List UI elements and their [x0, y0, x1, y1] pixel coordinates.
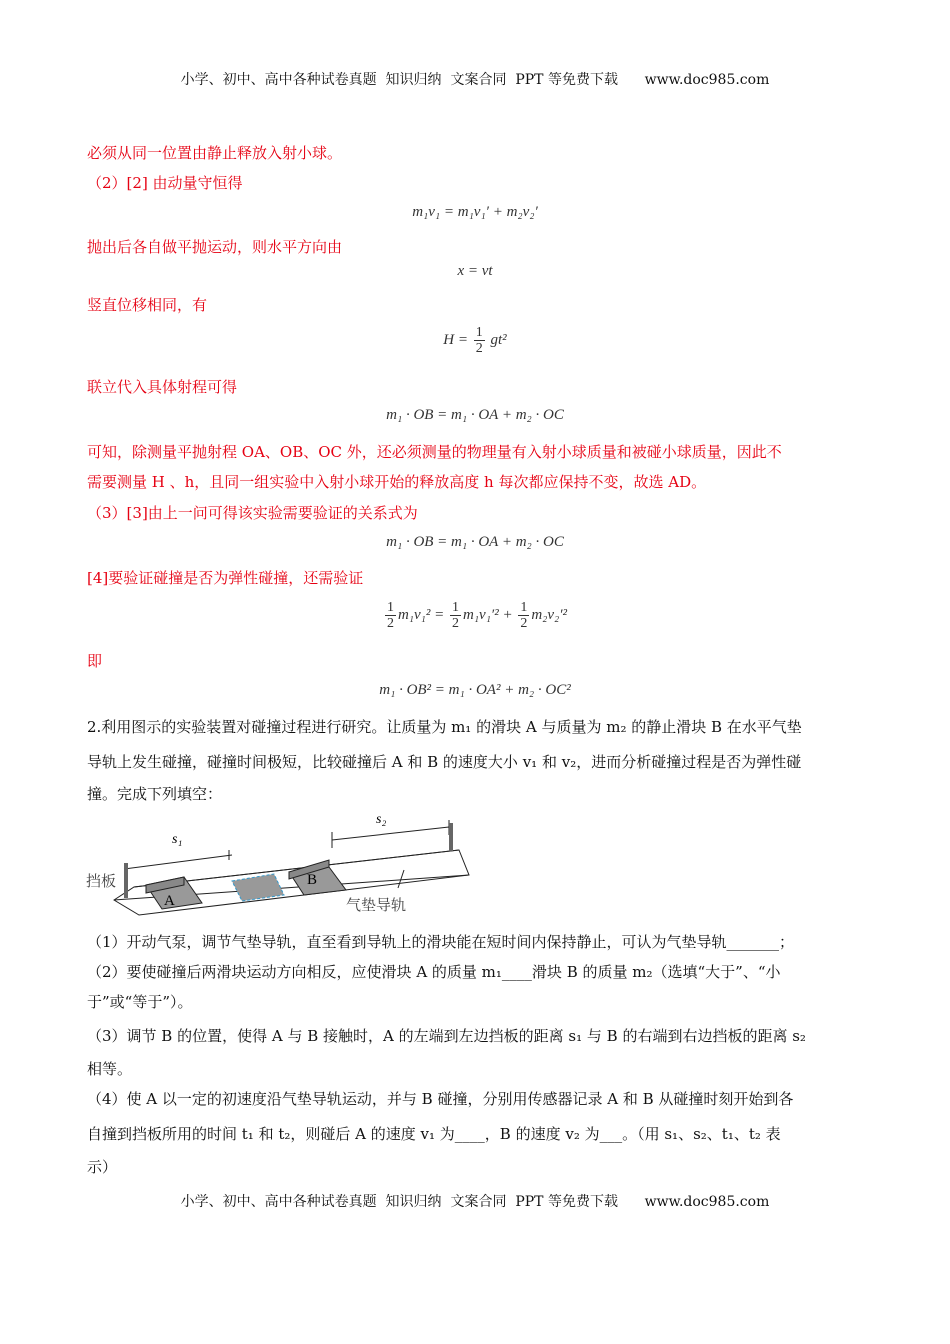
- page-footer: 小学、初中、高中各种试卷真题 知识归纳 文案合同 PPT 等免费下载 www.doc985.com: [180, 1194, 770, 1210]
- equation: [0, 325, 950, 356]
- numerator: 1: [475, 325, 483, 340]
- question-text: （2）要使碰撞后两滑块运动方向相反，应使滑块 A 的质量 m₁____滑块 B 的质量 m₂（选填“大于”、“小: [87, 963, 781, 981]
- rail-label: 气垫导轨: [346, 896, 407, 914]
- question-text: 示）: [87, 1158, 118, 1176]
- s1-label: s₁: [172, 832, 183, 847]
- solution-text: 可知，除测量平抛射程 OA、OB、OC 外，还必须测量的物理量有入射小球质量和被碰小球质量，因此不: [87, 443, 782, 461]
- eq-part: m₁v₁′² +: [463, 606, 513, 623]
- fraction: [450, 600, 461, 631]
- question-text: （3）调节 B 的位置，使得 A 与 B 接触时，A 的左端到左边挡板的距离 s₁ 与 B 的右端到右边挡板的距离 s₂: [87, 1027, 806, 1045]
- fraction: [474, 325, 485, 356]
- solution-text: [4]要验证碰撞是否为弹性碰撞，还需验证: [87, 569, 364, 587]
- denominator: 2: [452, 616, 459, 631]
- solution-text: 抛出后各自做平抛运动，则水平方向由: [87, 238, 343, 256]
- slider-a-label: A: [164, 893, 175, 909]
- denominator: 2: [520, 616, 528, 631]
- question-text: （4）使 A 以一定的初速度沿气垫导轨运动，并与 B 碰撞，分别用传感器记录 A 和 B 从碰撞时刻开始到各: [87, 1090, 794, 1108]
- question-text: 于”或“等于”）。: [87, 993, 193, 1011]
- eq-part: gt²: [490, 331, 507, 348]
- question-text: 自撞到挡板所用的时间 t₁ 和 t₂，则碰后 A 的速度 v₁ 为____，B 的速度 v₂ 为___。（用 s₁、s₂、t₁、t₂ 表: [87, 1125, 781, 1143]
- solution-text: 竖直位移相同，有: [87, 296, 208, 314]
- solution-text: 联立代入具体射程可得: [87, 378, 238, 396]
- question-text: （1）开动气泵，调节气垫导轨，直至看到导轨上的滑块能在短时间内保持静止，可认为气垫导轨_______；: [87, 933, 795, 951]
- solution-text: 需要测量 H 、h，且同一组实验中入射小球开始的释放高度 h 每次都应保持不变，故选 AD。: [87, 473, 707, 491]
- equation: m₁ · OB = m₁ · OA + m₂ · OC: [386, 407, 564, 423]
- equation: [0, 600, 950, 631]
- eq-part: H =: [443, 331, 469, 348]
- eq-part: m₂v₂′²: [531, 606, 568, 623]
- denominator: 2: [386, 616, 394, 631]
- air-track-diagram: [84, 805, 484, 920]
- slider-b-label: B: [307, 872, 318, 888]
- equation: m₁v₁ = m₁v₁′ + m₂v₂′: [412, 204, 538, 220]
- solution-text: 即: [87, 652, 103, 670]
- solution-text: 必须从同一位置由静止释放入射小球。: [87, 144, 343, 162]
- solution-text: （2）[2] 由动量守恒得: [87, 174, 243, 192]
- solution-text: （3）[3]由上一问可得该实验需要验证的关系式为: [87, 504, 418, 522]
- equation: m₁ · OB² = m₁ · OA² + m₂ · OC²: [379, 682, 571, 698]
- baffle-label: 挡板: [86, 872, 117, 890]
- question-text: 相等。: [87, 1060, 133, 1078]
- numerator: 1: [452, 600, 459, 615]
- equation: m₁ · OB = m₁ · OA + m₂ · OC: [386, 534, 564, 550]
- s2-label: s₂: [376, 812, 387, 827]
- page-header: 小学、初中、高中各种试卷真题 知识归纳 文案合同 PPT 等免费下载 www.doc985.com: [180, 72, 770, 88]
- question-text: 导轨上发生碰撞，碰撞时间极短，比较碰撞后 A 和 B 的速度大小 v₁ 和 v₂，进而分析碰撞过程是否为弹性碰: [87, 753, 802, 771]
- eq-part: m₁v₁² =: [397, 606, 445, 623]
- fraction: [518, 600, 529, 631]
- fraction: [385, 600, 396, 631]
- question-text: 撞。完成下列填空：: [87, 785, 223, 803]
- right-baffle: [449, 823, 453, 851]
- numerator: 1: [386, 600, 394, 615]
- left-baffle: [124, 863, 128, 898]
- numerator: 1: [520, 600, 528, 615]
- question-text: 2.利用图示的实验装置对碰撞过程进行研究。让质量为 m₁ 的滑块 A 与质量为 m₂ 的静止滑块 B 在水平气垫: [87, 718, 802, 736]
- denominator: 2: [475, 341, 483, 356]
- equation: x = vt: [457, 263, 493, 279]
